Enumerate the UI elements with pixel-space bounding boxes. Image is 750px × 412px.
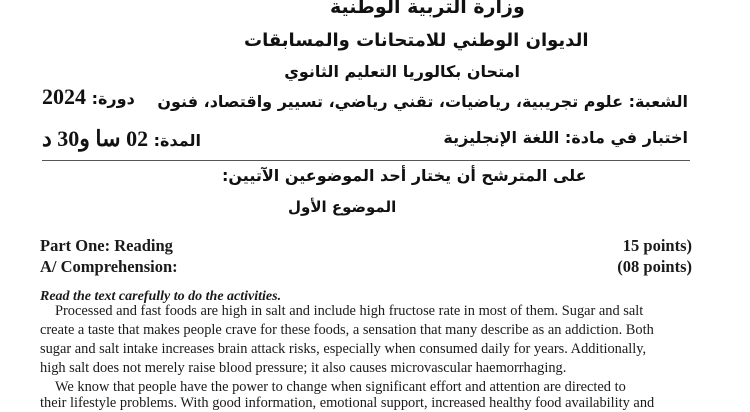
text-line: Processed and fast foods are high in salt and include high fructose rate in most of them. Sugar and salt xyxy=(55,303,644,319)
text-line: their lifestyle problems. With good information, emotional support, increased healthy food availability and xyxy=(40,395,655,411)
subject-line: اختبار في مادة: اللغة الإنجليزية xyxy=(443,128,688,147)
comprehension-title: A/ Comprehension: xyxy=(40,257,178,276)
duration-value: 02 سا و30 د xyxy=(42,126,149,151)
text-line: create a taste that makes people crave for these foods, a sensation that many describe as an addiction. Both xyxy=(40,322,654,338)
duration-label: المدة: xyxy=(153,131,201,150)
comprehension-points: (08 points) xyxy=(617,257,692,276)
session-info xyxy=(42,84,135,110)
text-line: We know that people have the power to change when significant effort and attention are directed to xyxy=(55,379,626,395)
topic-title: الموضوع الأول xyxy=(288,198,397,216)
exam-office-header: الديوان الوطني للامتحانات والمسابقات xyxy=(244,30,589,51)
part-one-title: Part One: Reading xyxy=(40,236,173,255)
reading-task: Read the text carefully to do the activities. xyxy=(40,289,282,304)
header-divider xyxy=(42,160,690,161)
part-one-points: 15 points) xyxy=(622,236,692,255)
text-line: high salt does not merely raise blood pressure; it also causes microvascular haemorrhaging. xyxy=(40,360,567,376)
topic-choice-instruction: على المترشح أن يختار أحد الموضوعين الآتيين: xyxy=(222,166,587,185)
text-line: sugar and salt intake increases brain attack risks, especially when consumed daily for years. Additionally, xyxy=(40,341,647,357)
ministry-header: وزارة التربية الوطنية xyxy=(330,0,525,18)
duration-info xyxy=(42,126,201,152)
session-year: 2024 xyxy=(42,84,86,109)
branch-list: الشعبة: علوم تجريبية، رياضيات، تقني رياضي، تسيير واقتصاد، فنون xyxy=(157,92,688,111)
session-label: دورة: xyxy=(91,89,135,108)
exam-name: امتحان بكالوريا التعليم الثانوي xyxy=(284,62,520,81)
